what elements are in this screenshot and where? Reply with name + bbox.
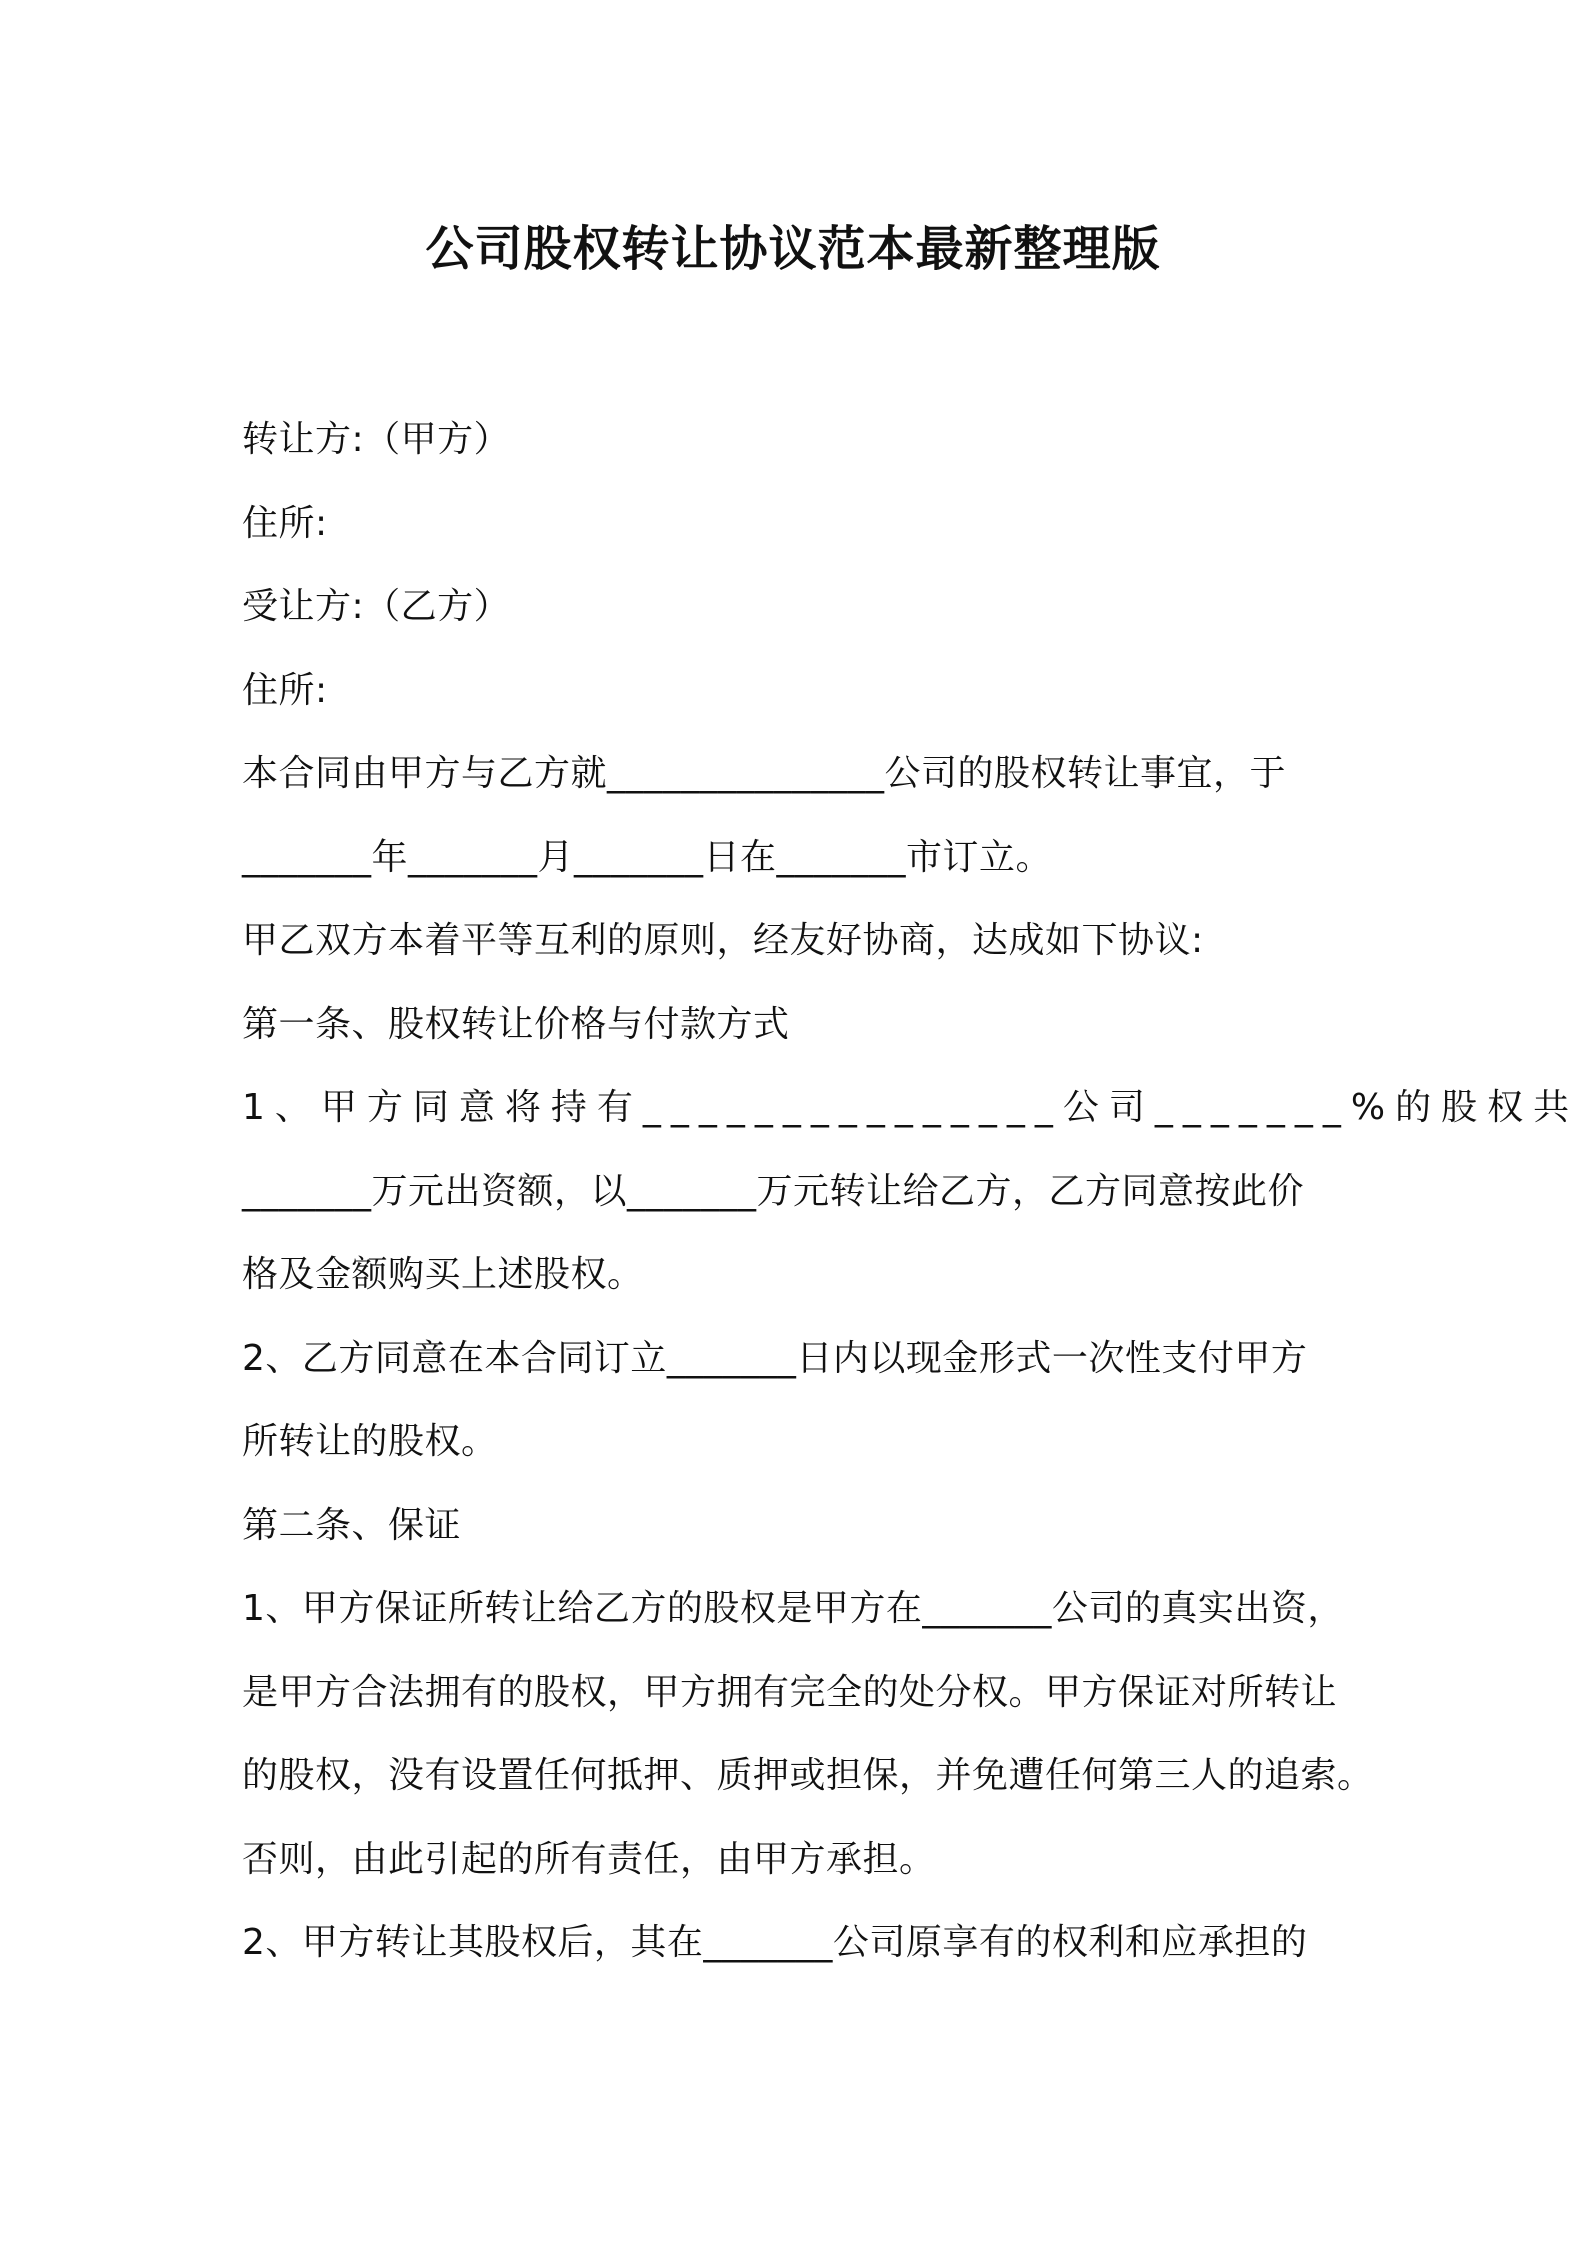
preamble-line: 甲乙双方本着平等互利的原则，经友好协商，达成如下协议: <box>242 920 1204 961</box>
transferor-address-line: 住所: <box>242 502 328 544</box>
article-heading: 第一条、股权转让价格与付款方式 <box>242 1003 790 1045</box>
preamble-line: 本合同由甲方与乙方就_______________公司的股权转让事宜，于 <box>242 753 1287 794</box>
clause-line: 格及金额购买上述股权。 <box>242 1254 644 1295</box>
clause-line: _______万元出资额，以_______万元转让给乙方，乙方同意按此价 <box>242 1170 1305 1212</box>
clause-line: 所转让的股权。 <box>242 1421 498 1462</box>
article-heading: 第二条、保证 <box>242 1504 462 1546</box>
document-title: 公司股权转让协议范本最新整理版 <box>425 221 1161 277</box>
document-body <box>242 405 1580 1992</box>
transferee-line: 受让方:（乙方） <box>242 586 511 627</box>
clause-line: 的股权，没有设置任何抵押、质押或担保，并免遭任何第三人的追索。 <box>242 1755 1374 1796</box>
clause-line: 1、甲方同意将持有_______________公司_______%的股权共 <box>242 1087 1580 1128</box>
transferor-line: 转让方:（甲方） <box>242 419 511 460</box>
clause-line: 否则，由此引起的所有责任，由甲方承担。 <box>242 1838 936 1880</box>
clause-line: 1、甲方保证所转让给乙方的股权是甲方在_______公司的真实出资， <box>242 1588 1344 1629</box>
clause-line: 是甲方合法拥有的股权，甲方拥有完全的处分权。甲方保证对所转让 <box>242 1671 1338 1713</box>
preamble-line: _______年_______月_______日在_______市订立。 <box>242 836 1053 878</box>
clause-line: 2、甲方转让其股权后，其在_______公司原享有的权利和应承担的 <box>242 1922 1308 1963</box>
clause-line: 2、乙方同意在本合同订立_______日内以现金形式一次性支付甲方 <box>242 1337 1308 1379</box>
transferee-address-line: 住所: <box>242 669 328 711</box>
